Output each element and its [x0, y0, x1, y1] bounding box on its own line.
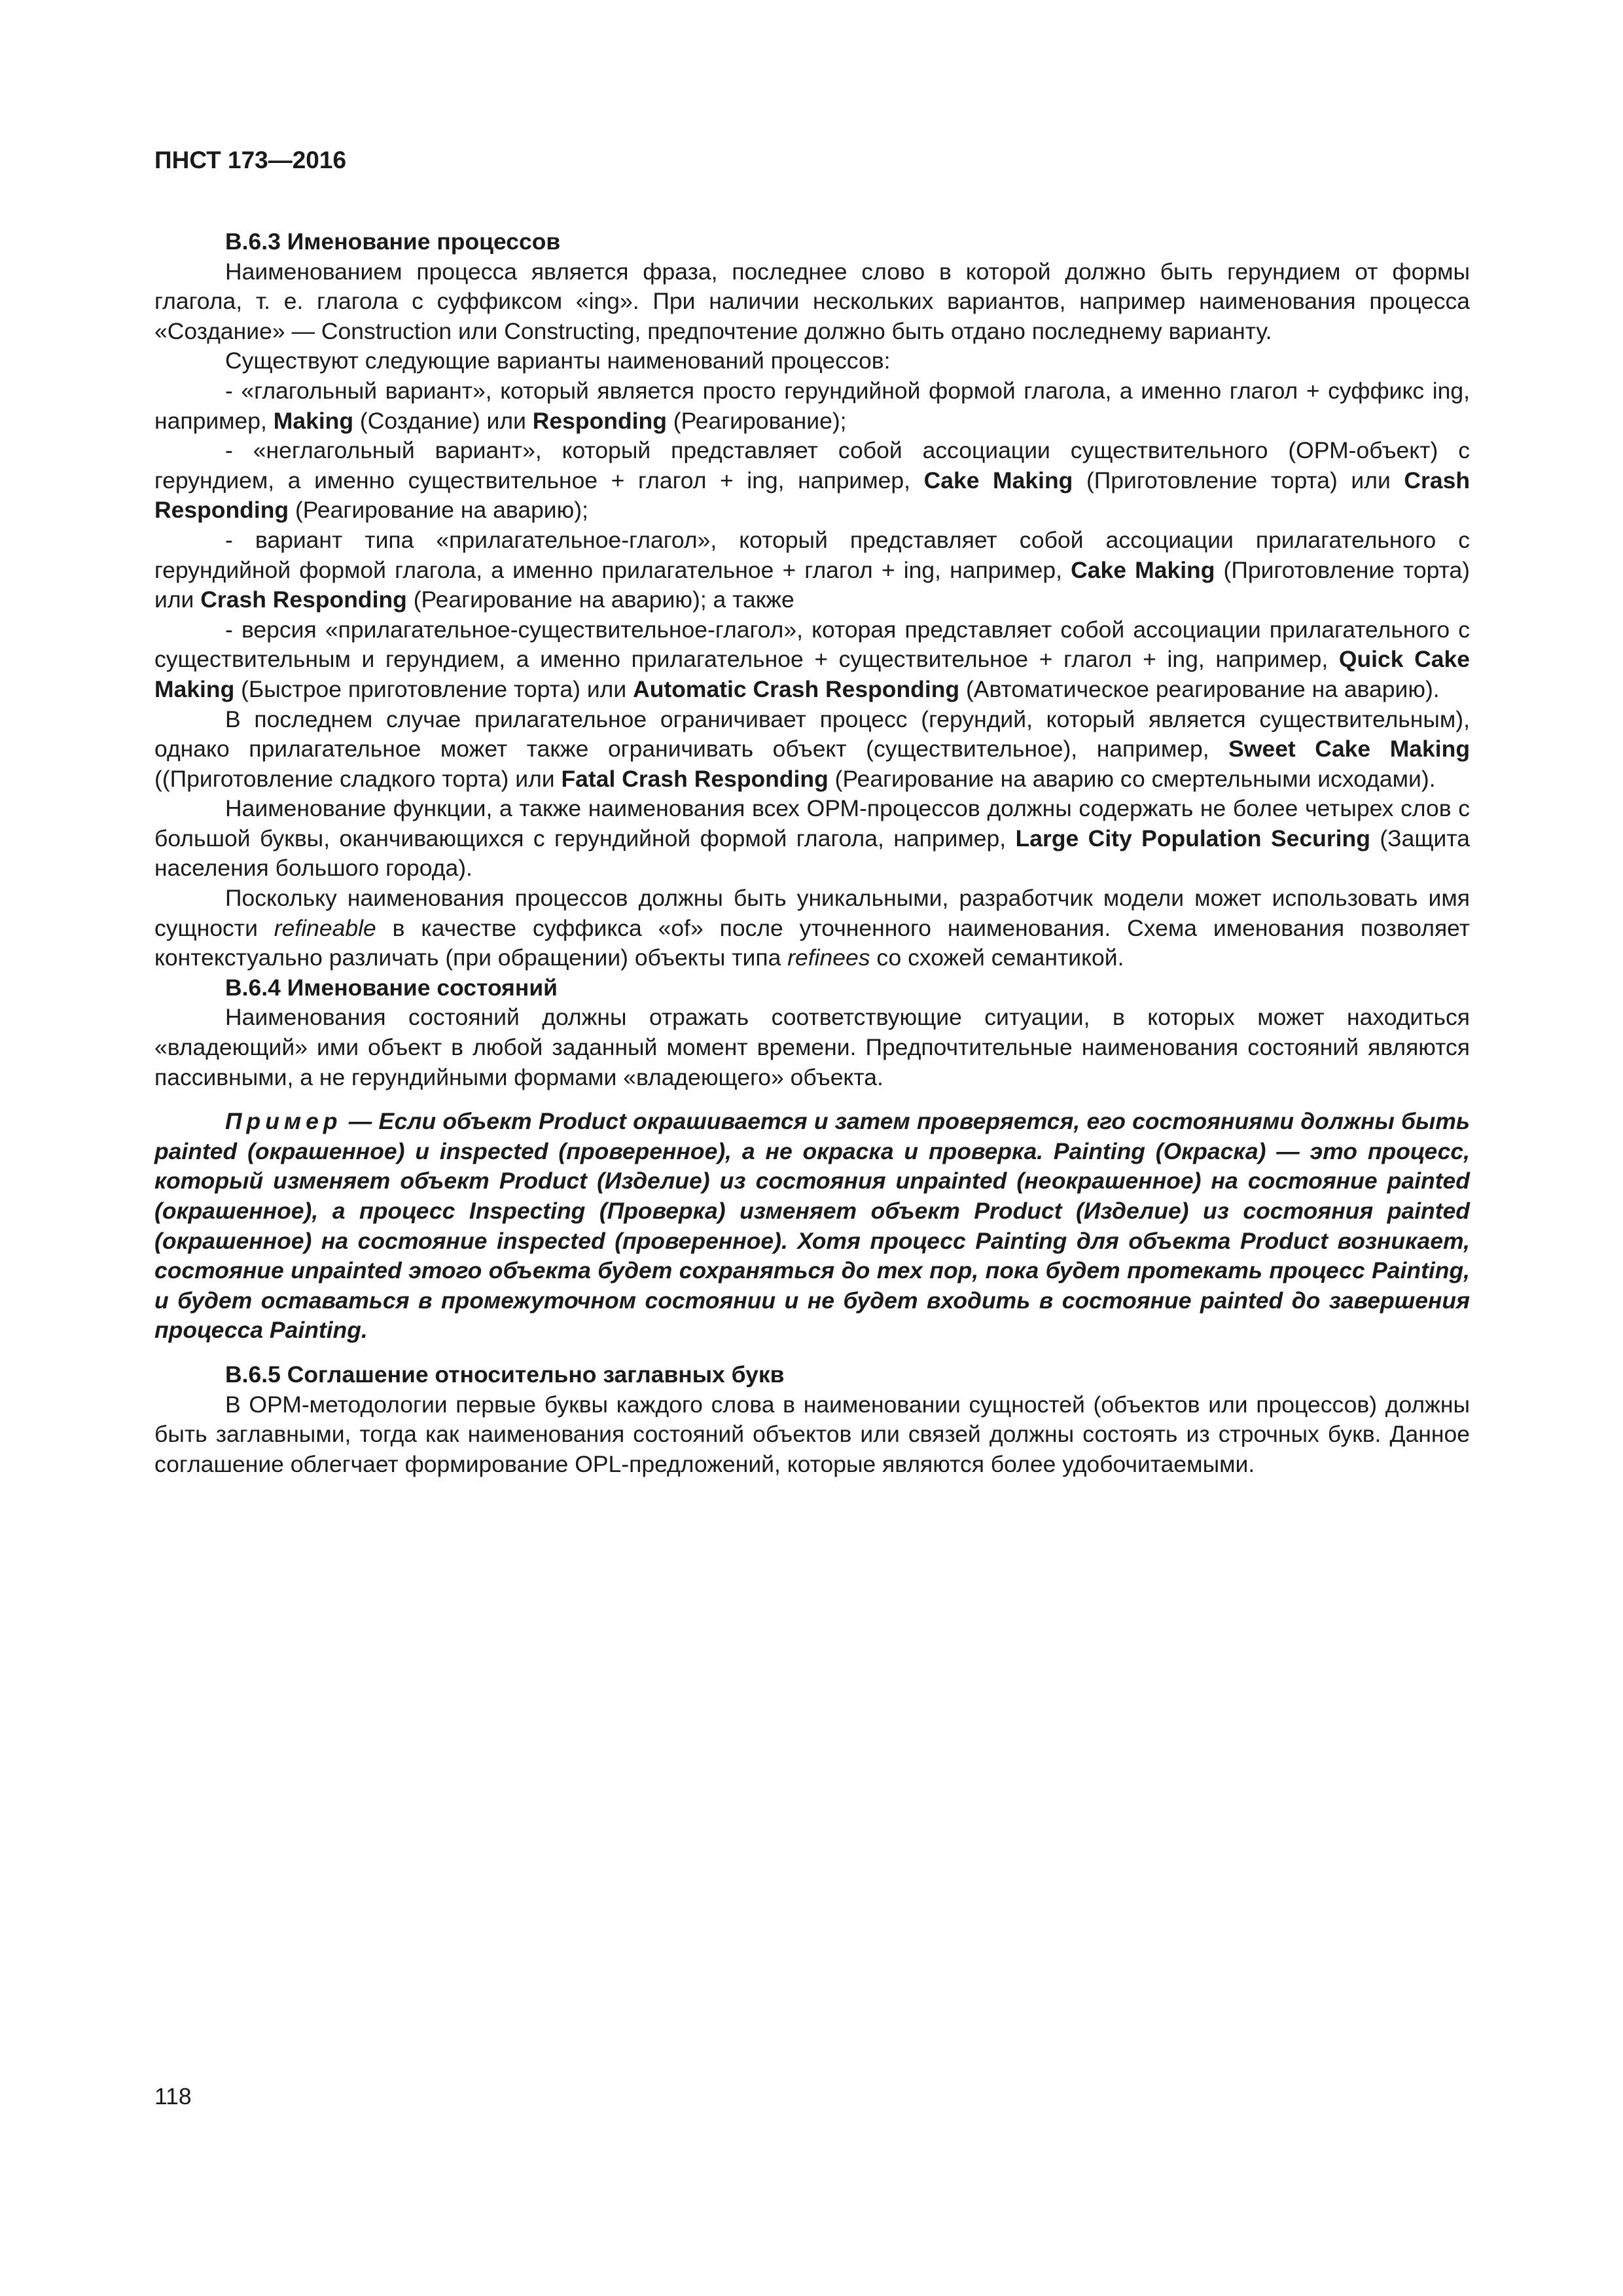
paragraph: Существуют следующие варианты наименований процессов: [225, 348, 891, 374]
text-run: В последнем случае прилагательное ограничивает процесс (герундий, который является существительным), однако прилагательное может также ограничивать объект (существительное), например, [154, 706, 1470, 762]
document-header: ПНСТ 173—2016 [154, 147, 347, 173]
list-item [154, 526, 1470, 615]
term-bold: Crash Responding [200, 586, 407, 613]
list-item [154, 615, 1470, 705]
term-italic: refinees [787, 944, 870, 971]
text-run: (Защита населения большого города). [154, 825, 1470, 882]
section-heading-b63: B.6.3 Именование процессов [225, 228, 561, 255]
term-bold: Quick Cake Making [154, 646, 1470, 702]
section-heading-b64: B.6.4 Именование состояний [225, 974, 558, 1001]
text-run: в качестве суффикса «of» после уточненного наименования. Схема именования позволяет контекстуально различать (при обращении) объекты типа [154, 914, 1471, 971]
paragraph [154, 884, 1470, 973]
section-heading-b65: B.6.5 Соглашение относительно заглавных букв [225, 1361, 785, 1388]
example-text: — Если объект Product окрашивается и затем проверяется, его состояниями должны быть painted (окрашенное) и inspected (проверенное), а не окраска и проверка. Painting (Окраска) — это процесс, который изменяет объект Product (Изделие) из состояния unpainted (неокрашенное) на состояние painted (окрашенное), а процесс Inspecting (Проверка) изменяет объект Product (Изделие) из состояния painted (окрашенное) на состояние inspected (проверенное). Хотя процесс Painting для объекта Product возникает, состояние unpainted этого объекта будет сохраняться до тех пор, пока будет протекать процесс Painting, и будет оставаться в промежуточном состоянии и не будет входить в состояние painted до завершения процесса Painting. [154, 1108, 1470, 1344]
term-bold: Crash Responding [154, 467, 1470, 524]
text-run: ((Приготовление сладкого торта) или [154, 765, 562, 792]
term-bold: Large City Population Securing [1015, 825, 1370, 852]
term-bold: Cake Making [1071, 556, 1215, 583]
text-run: (Реагирование); [666, 407, 847, 434]
term-italic: refineable [274, 914, 376, 941]
text-run: (Реагирование на аварию); а также [406, 586, 794, 613]
example-note [154, 1107, 1470, 1346]
term-bold: Automatic Crash Responding [633, 675, 960, 702]
text-run: (Приготовление торта) или [1073, 467, 1404, 493]
text-run: (Реагирование на аварию со смертельными исходами). [828, 765, 1436, 792]
text-run: - версия «прилагательное-существительное-глагол», которая представляет собой ассоциации прилагательного с существительным и герундием, а именно прилагательное + существительное + глагол + ing, например, [154, 616, 1470, 673]
text-run: со схожей семантикой. [870, 944, 1124, 971]
list-item [154, 436, 1470, 526]
text-run: (Приготовление торта) или [154, 556, 1471, 613]
text-run: - «неглагольный вариант», который представляет собой ассоциации существительного (ОРМ-объект) с герундием, а именно существительное + глагол + ing, например, [154, 437, 1470, 493]
term-bold: Sweet Cake Making [1228, 736, 1471, 762]
text-run: (Реагирование на аварию); [289, 497, 588, 524]
text-run: (Автоматическое реагирование на аварию). [959, 675, 1440, 702]
text-run: - вариант типа «прилагательное-глагол», который представляет собой ассоциации прилагательного с герундийной формой глагола, а именно прилагательное + глагол + ing, например, [154, 526, 1470, 583]
text-run: Поскольку наименования процессов должны быть уникальными, разработчик модели может использовать имя сущности [154, 885, 1470, 941]
paragraph: Наименованием процесса является фраза, последнее слово в которой должно быть герундием от формы глагола, т. е. глагола с суффиксом «ing». При наличии нескольких вариантов, например наименования процесса «Создание» — Construction или Constructing, предпочтение должно быть отдано последнему варианту. [154, 258, 1470, 344]
list-item [154, 376, 1470, 436]
document-body [154, 227, 1470, 1479]
text-run: Наименование функции, а также наименования всех ОРМ-процессов должны содержать не более четырех слов с большой буквы, оканчивающихся с герундийной формой глагола, например, [154, 795, 1470, 852]
term-bold: Cake Making [923, 467, 1073, 493]
text-run: - «глагольный вариант», который является просто герундийной формой глагола, а именно глагол + суффикс ing, например, [154, 377, 1470, 434]
paragraph: В ОРМ-методологии первые буквы каждого слова в наименовании сущностей (объектов или процессов) должны быть заглавными, тогда как наименования состояний объектов или связей должны состоять из строчных букв. Данное соглашение облегчает формирование OPL-предложений, которые являются более удобочитаемыми. [154, 1391, 1470, 1477]
paragraph: Наименования состояний должны отражать соответствующие ситуации, в которых может находиться «владеющий» ими объект в любой заданный момент времени. Предпочтительные наименования состояний являются пассивными, а не герундийными формами «владеющего» объекта. [154, 1004, 1470, 1090]
paragraph [154, 705, 1470, 795]
term-bold: Fatal Crash Responding [561, 765, 829, 792]
example-label: Пример [225, 1108, 342, 1135]
text-run: (Создание) или [353, 407, 533, 434]
term-bold: Making [273, 407, 354, 434]
page-number: 118 [154, 2083, 192, 2109]
text-run: (Быстрое приготовление торта) или [234, 675, 633, 702]
term-bold: Responding [532, 407, 667, 434]
paragraph [154, 794, 1470, 884]
